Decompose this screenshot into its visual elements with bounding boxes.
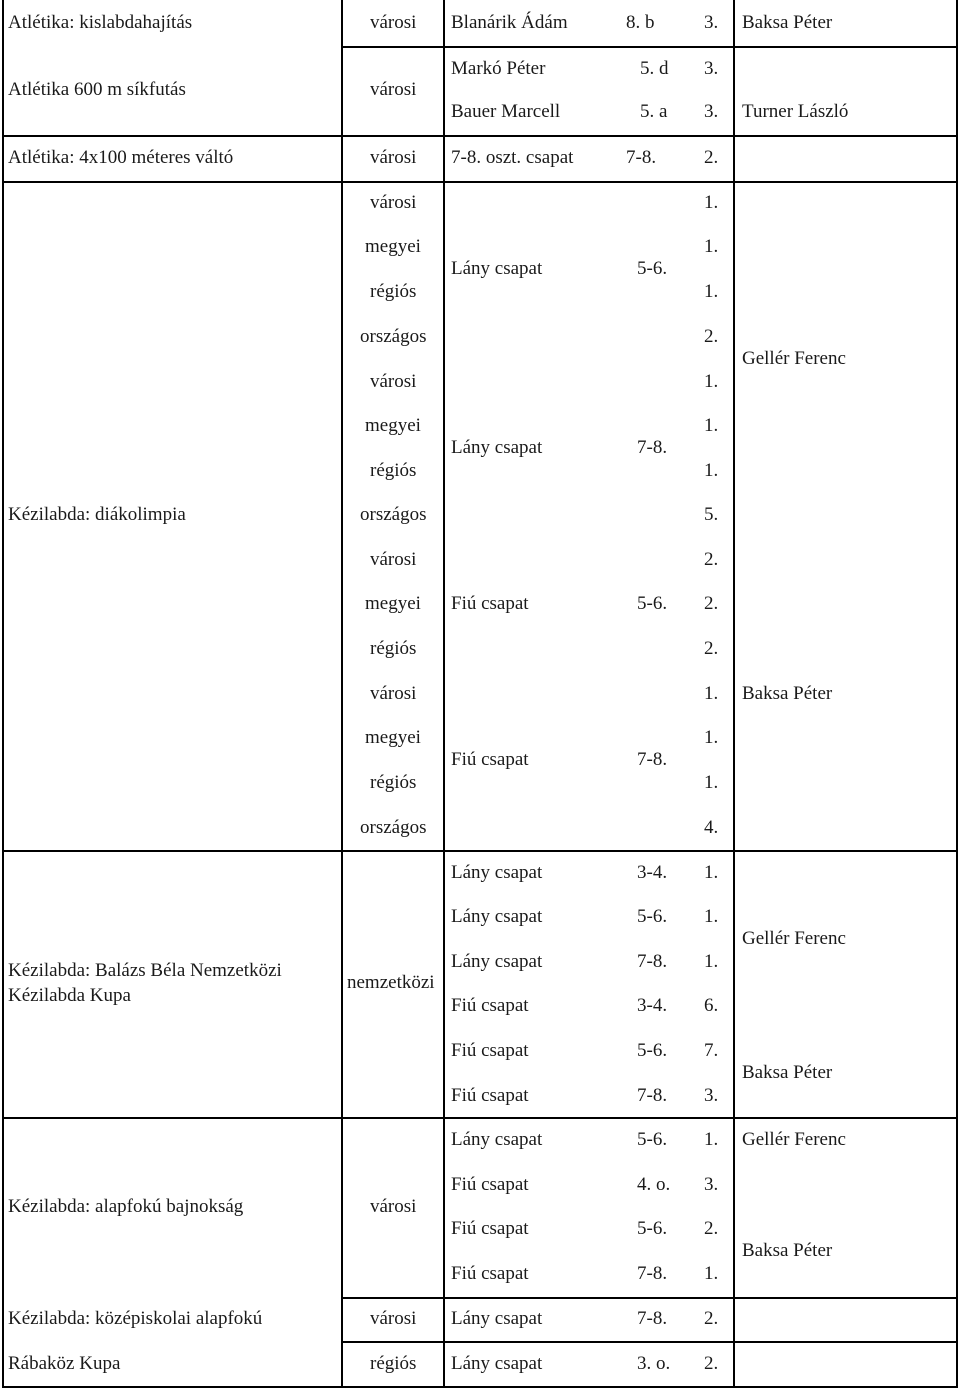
table-border-bottom bbox=[2, 1386, 958, 1388]
place: 1. bbox=[704, 415, 719, 436]
place: 1. bbox=[704, 371, 719, 392]
team-name: Fiú csapat bbox=[451, 593, 529, 614]
event-name: Kézilabda: Balázs Béla Nemzetközi bbox=[8, 960, 282, 981]
teacher-name: Gellér Ferenc bbox=[742, 928, 846, 949]
competition-level: régiós bbox=[370, 281, 417, 302]
competition-level: országos bbox=[360, 817, 427, 838]
class: 5. d bbox=[640, 58, 669, 79]
place: 3. bbox=[704, 12, 719, 33]
class: 7-8. bbox=[626, 147, 657, 168]
competition-level: régiós bbox=[370, 460, 417, 481]
column-divider bbox=[341, 0, 343, 1388]
competition-level: városi bbox=[370, 79, 417, 100]
place: 2. bbox=[704, 147, 719, 168]
table-divider bbox=[2, 181, 958, 183]
cell-divider bbox=[341, 1341, 958, 1343]
class: 3-4. bbox=[637, 995, 668, 1016]
team-name: Fiú csapat bbox=[451, 1263, 529, 1284]
place: 2. bbox=[704, 1308, 719, 1329]
class: 7-8. bbox=[637, 1308, 668, 1329]
table-border-left bbox=[2, 0, 4, 1388]
class: 5-6. bbox=[637, 1040, 668, 1061]
team-name: Lány csapat bbox=[451, 437, 543, 458]
class: 7-8. bbox=[637, 1263, 668, 1284]
competition-level: országos bbox=[360, 326, 427, 347]
place: 1. bbox=[704, 862, 719, 883]
class: 7-8. bbox=[637, 437, 668, 458]
class: 5-6. bbox=[637, 1129, 668, 1150]
team-name: Fiú csapat bbox=[451, 1174, 529, 1195]
team-name: Fiú csapat bbox=[451, 1085, 529, 1106]
competition-level: városi bbox=[370, 371, 417, 392]
team-name: Lány csapat bbox=[451, 258, 543, 279]
team-name: Fiú csapat bbox=[451, 749, 529, 770]
place: 2. bbox=[704, 326, 719, 347]
event-name: Atlétika: kislabdahajítás bbox=[8, 12, 193, 33]
teacher-name: Gellér Ferenc bbox=[742, 348, 846, 369]
participant-name: 7-8. oszt. csapat bbox=[451, 147, 574, 168]
place: 3. bbox=[704, 58, 719, 79]
competition-level: megyei bbox=[365, 727, 421, 748]
column-divider bbox=[443, 0, 445, 1388]
place: 2. bbox=[704, 1218, 719, 1239]
competition-level: városi bbox=[370, 549, 417, 570]
team-name: Lány csapat bbox=[451, 1308, 543, 1329]
participant-name: Blanárik Ádám bbox=[451, 12, 568, 33]
competition-level: városi bbox=[370, 12, 417, 33]
team-name: Lány csapat bbox=[451, 906, 543, 927]
class: 5-6. bbox=[637, 593, 668, 614]
teacher-name: Baksa Péter bbox=[742, 683, 833, 704]
team-name: Fiú csapat bbox=[451, 1040, 529, 1061]
competition-level: városi bbox=[370, 683, 417, 704]
team-name: Fiú csapat bbox=[451, 995, 529, 1016]
class: 8. b bbox=[626, 12, 655, 33]
competition-level: nemzetközi bbox=[347, 972, 435, 993]
team-name: Lány csapat bbox=[451, 862, 543, 883]
team-name: Lány csapat bbox=[451, 1129, 543, 1150]
competition-level: városi bbox=[370, 147, 417, 168]
place: 7. bbox=[704, 1040, 719, 1061]
place: 1. bbox=[704, 727, 719, 748]
competition-level: régiós bbox=[370, 772, 417, 793]
place: 2. bbox=[704, 1353, 719, 1374]
event-name: Kézilabda: középiskolai alapfokú bbox=[8, 1308, 263, 1329]
place: 5. bbox=[704, 504, 719, 525]
place: 1. bbox=[704, 236, 719, 257]
participant-name: Bauer Marcell bbox=[451, 101, 561, 122]
place: 3. bbox=[704, 101, 719, 122]
competition-level: megyei bbox=[365, 593, 421, 614]
event-name: Atlétika 600 m síkfutás bbox=[8, 79, 186, 100]
class: 4. o. bbox=[637, 1174, 671, 1195]
competition-level: régiós bbox=[370, 1353, 417, 1374]
competition-level: régiós bbox=[370, 638, 417, 659]
class: 7-8. bbox=[637, 1085, 668, 1106]
event-name: Rábaköz Kupa bbox=[8, 1353, 121, 1374]
place: 1. bbox=[704, 281, 719, 302]
place: 3. bbox=[704, 1085, 719, 1106]
column-divider bbox=[733, 0, 735, 1388]
team-name: Fiú csapat bbox=[451, 1218, 529, 1239]
event-name: Atlétika: 4x100 méteres váltó bbox=[8, 147, 234, 168]
place: 1. bbox=[704, 906, 719, 927]
place: 1. bbox=[704, 460, 719, 481]
teacher-name: Baksa Péter bbox=[742, 1240, 833, 1261]
competition-level: városi bbox=[370, 192, 417, 213]
place: 3. bbox=[704, 1174, 719, 1195]
class: 5. a bbox=[640, 101, 668, 122]
class: 7-8. bbox=[637, 749, 668, 770]
event-name: Kézilabda Kupa bbox=[8, 985, 131, 1006]
class: 5-6. bbox=[637, 258, 668, 279]
participant-name: Markó Péter bbox=[451, 58, 546, 79]
teacher-name: Baksa Péter bbox=[742, 1062, 833, 1083]
place: 1. bbox=[704, 772, 719, 793]
competition-level: országos bbox=[360, 504, 427, 525]
competition-level: megyei bbox=[365, 415, 421, 436]
competition-level: városi bbox=[370, 1308, 417, 1329]
class: 5-6. bbox=[637, 906, 668, 927]
place: 4. bbox=[704, 817, 719, 838]
table-border-right bbox=[956, 0, 958, 1388]
teacher-name: Baksa Péter bbox=[742, 12, 833, 33]
team-name: Lány csapat bbox=[451, 1353, 543, 1374]
competition-level: városi bbox=[370, 1196, 417, 1217]
place: 1. bbox=[704, 951, 719, 972]
teacher-name: Gellér Ferenc bbox=[742, 1129, 846, 1150]
place: 2. bbox=[704, 638, 719, 659]
place: 1. bbox=[704, 1129, 719, 1150]
place: 1. bbox=[704, 192, 719, 213]
class: 7-8. bbox=[637, 951, 668, 972]
class: 3. o. bbox=[637, 1353, 671, 1374]
class: 3-4. bbox=[637, 862, 668, 883]
place: 2. bbox=[704, 549, 719, 570]
place: 1. bbox=[704, 683, 719, 704]
event-name: Kézilabda: alapfokú bajnokság bbox=[8, 1196, 244, 1217]
place: 1. bbox=[704, 1263, 719, 1284]
table-divider bbox=[2, 135, 958, 137]
competition-level: megyei bbox=[365, 236, 421, 257]
cell-divider bbox=[341, 46, 958, 48]
team-name: Lány csapat bbox=[451, 951, 543, 972]
place: 2. bbox=[704, 593, 719, 614]
class: 5-6. bbox=[637, 1218, 668, 1239]
cell-divider bbox=[341, 1297, 958, 1299]
teacher-name: Turner László bbox=[742, 101, 849, 122]
table-divider bbox=[2, 850, 958, 852]
event-name: Kézilabda: diákolimpia bbox=[8, 504, 186, 525]
place: 6. bbox=[704, 995, 719, 1016]
table-divider bbox=[2, 1117, 958, 1119]
